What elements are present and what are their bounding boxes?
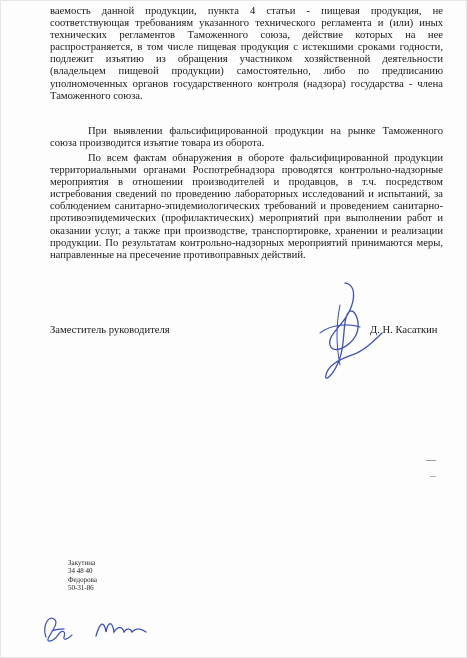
paragraph-continuation	[50, 6, 443, 103]
executor-info	[68, 559, 97, 592]
paragraph-text: ваемость данной продукции, пункта 4 статьи - пищевая продукция, не соответствующая требованиям указанного технического регламента и (или) иных технических регламентов Таможенного союза, действие которых на нее распространяется, в том числе пищевая продукция с истекшими сроками годности, подлежит изъятию из обращения участником хозяйственной деятельности (владельцем пищевой продукции) самостоятельно, либо по предписанию уполномоченных органов государственного контроля (надзора) государства - члена Таможенного союза.	[50, 6, 443, 102]
scan-artifact	[430, 476, 436, 477]
executor-phone: 34 48 40	[68, 567, 93, 576]
approval-initials-icon	[38, 607, 86, 647]
executor-name: Закутина	[68, 559, 96, 567]
scan-artifact	[426, 460, 436, 461]
executor-name: Федорова	[68, 575, 97, 584]
paragraph-text: При выявлении фальсифицированной продукции на рынке Таможенного союза производится изъятие товара из оборота.	[50, 126, 443, 150]
paragraph-text: По всем фактам обнаружения в обороте фальсифицированной продукции территориальными органами Роспотребнадзора проводятся контрольно-надзорные мероприятия в отношении производителей и продавцов, в т.ч. посредством истребования сведений по проведению лабораторных исследований и испытаний, за соблюдением санитарно-эпидемиологических требований и проведением санитарно-противоэпидемических (профилактических) мероприятий при выполнении работ и оказании услуг, а также при производстве, транспортировке, хранении и реализации продукции. По результатам контрольно-надзорных мероприятий принимаются меры, направленные на пресечение противоправных действий.	[50, 153, 443, 261]
paragraph-control-measures	[50, 153, 443, 262]
paragraph-falsified-withdrawal	[50, 126, 443, 150]
signatory-title: Заместитель руководителя	[50, 325, 170, 336]
approval-signature-icon	[92, 612, 150, 642]
executor-phone: 50-31-86	[68, 583, 94, 592]
signatory-name: Д. Н. Касаткин	[370, 325, 438, 336]
